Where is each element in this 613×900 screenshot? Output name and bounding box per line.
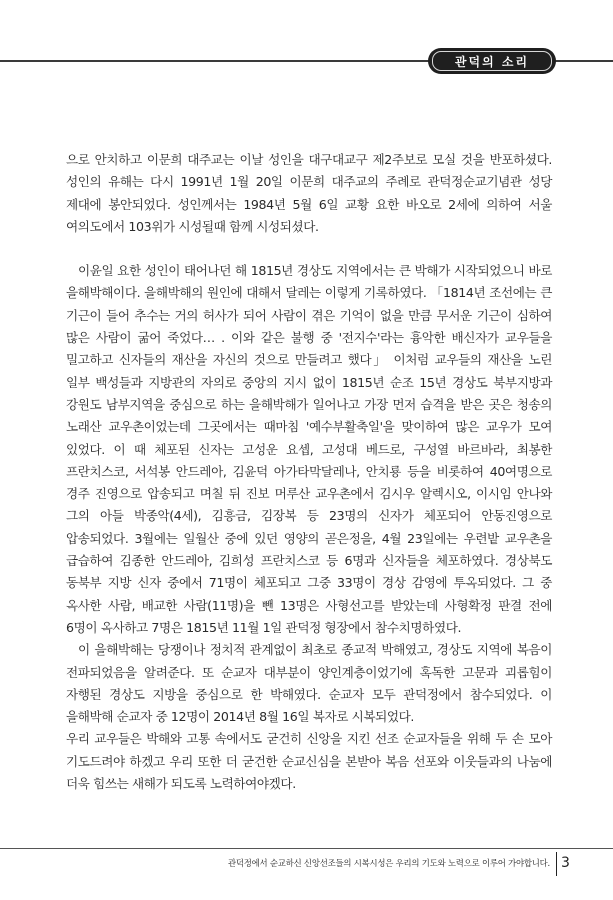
- section-title-tab: [428, 48, 556, 74]
- article-paragraph: 우리 교우들은 박해와 고통 속에서도 굳건히 신앙을 지킨 선조 순교자들을 위해 두 손 모아 기도드려야 하겠고 우리 또한 더 굳건한 순교신심을 본받아 복음 선포와 이웃들과의 나눔에 더욱 힘쓰는 새해가 되도록 노력하여야겠다.: [66, 731, 552, 792]
- article-body: [66, 149, 552, 795]
- article-paragraph: 으로 안치하고 이문희 대주교는 이날 성인을 대구대교구 제2주보로 모실 것을 반포하셨다. 성인의 유해는 다시 1991년 1월 20일 이문희 대주교의 주례로 관덕정순교기념관 성당 제대에 봉안되었다. 성인께서는 1984년 5월 6일 교황 요한 바오로 2세에 의하여 서울 여의도에서 103위가 시성될때 함께 시성되셨다.: [66, 152, 552, 234]
- article-paragraph: 이 을해박해는 당쟁이나 정치적 관계없이 최초로 종교적 박해였고, 경상도 지역에 복음이 전파되었음을 알려준다. 또 순교자 대부분이 양인계층이었기에 혹독한 고문과 괴롭힘이 자행된 경상도 지방을 중심으로 한 박해였다. 순교자 모두 관덕정에서 참수되었다. 이 을해박해 순교자 중 12명이 2014년 8월 16일 복자로 시복되었다.: [66, 642, 552, 725]
- footer-rule: [0, 848, 613, 849]
- paragraph-spacer: [66, 238, 552, 260]
- page-number: 3: [561, 855, 570, 871]
- section-title: 관덕의 소리: [432, 51, 552, 71]
- footer-divider: [556, 852, 557, 876]
- article-paragraph: 이윤일 요한 성인이 태어나던 해 1815년 경상도 지역에서는 큰 박해가 시작되었으니 바로 을해박해이다. 을해박해의 원인에 대해서 달레는 이렇게 기록하였다. 「1814년 조선에는 큰 기근이 들어 추수는 거의 허사가 되어 사람이 겪은 기억이 없을 만큼 무서운 기근이 심하여 많은 사람이 굶어 죽었다… . 이와 같은 불행 중 '전지수'라는 흉악한 배신자가 교우들을 밀고하고 신자들의 재산을 자신의 것으로 만들려고 했다」 이처럼 교우들의 재산을 노린 일부 백성들과 지방관의 자의로 중앙의 지시 없이 1815년 순조 15년 경상도 북부지방과 강원도 남부지역을 중심으로 하는 을해박해가 일어나고 가장 먼저 습격을 받은 곳은 청송의 노래산 교우촌이었는데 그곳에서는 때마침 '예수부활축일'을 맞이하여 많은 교우가 모여 있었다. 이 때 체포된 신자는 고성운 요셉, 고성대 베드로, 구성열 바르바라, 최봉한 프란치스코, 서석봉 안드레아, 김윤덕 아가타막달레나, 안치룡 등을 비롯하여 40여명으로 경주 진영으로 압송되고 며칠 뒤 진보 머루산 교우촌에서 김시우 알렉시오, 이시임 안나와 그의 아들 박종악(4세), 김흥금, 김장복 등 23명의 신자가 체포되어 안동진영으로 압송되었다. 3월에는 일월산 중에 있던 영양의 곧은정을, 4월 23일에는 우련밭 교우촌을 급습하여 김종한 안드레아, 김희성 프란치스코 등 6명과 신자들을 체포하였다. 경상북도 동북부 지방 신자 중에서 71명이 체포되고 그중 33명이 경상 감영에 투옥되었다. 그 중 옥사한 사람, 배교한 사람(11명)을 뺀 13명은 사형선고를 받았는데 사형확정 판결 전에 6명이 옥사하고 7명은 1815년 11월 1일 관덕정 형장에서 참수치명하였다.: [66, 263, 552, 635]
- footer-tagline: 관덕정에서 순교하신 신앙선조들의 시복시성은 우리의 기도와 노력으로 이루어 가야합니다.: [228, 858, 550, 868]
